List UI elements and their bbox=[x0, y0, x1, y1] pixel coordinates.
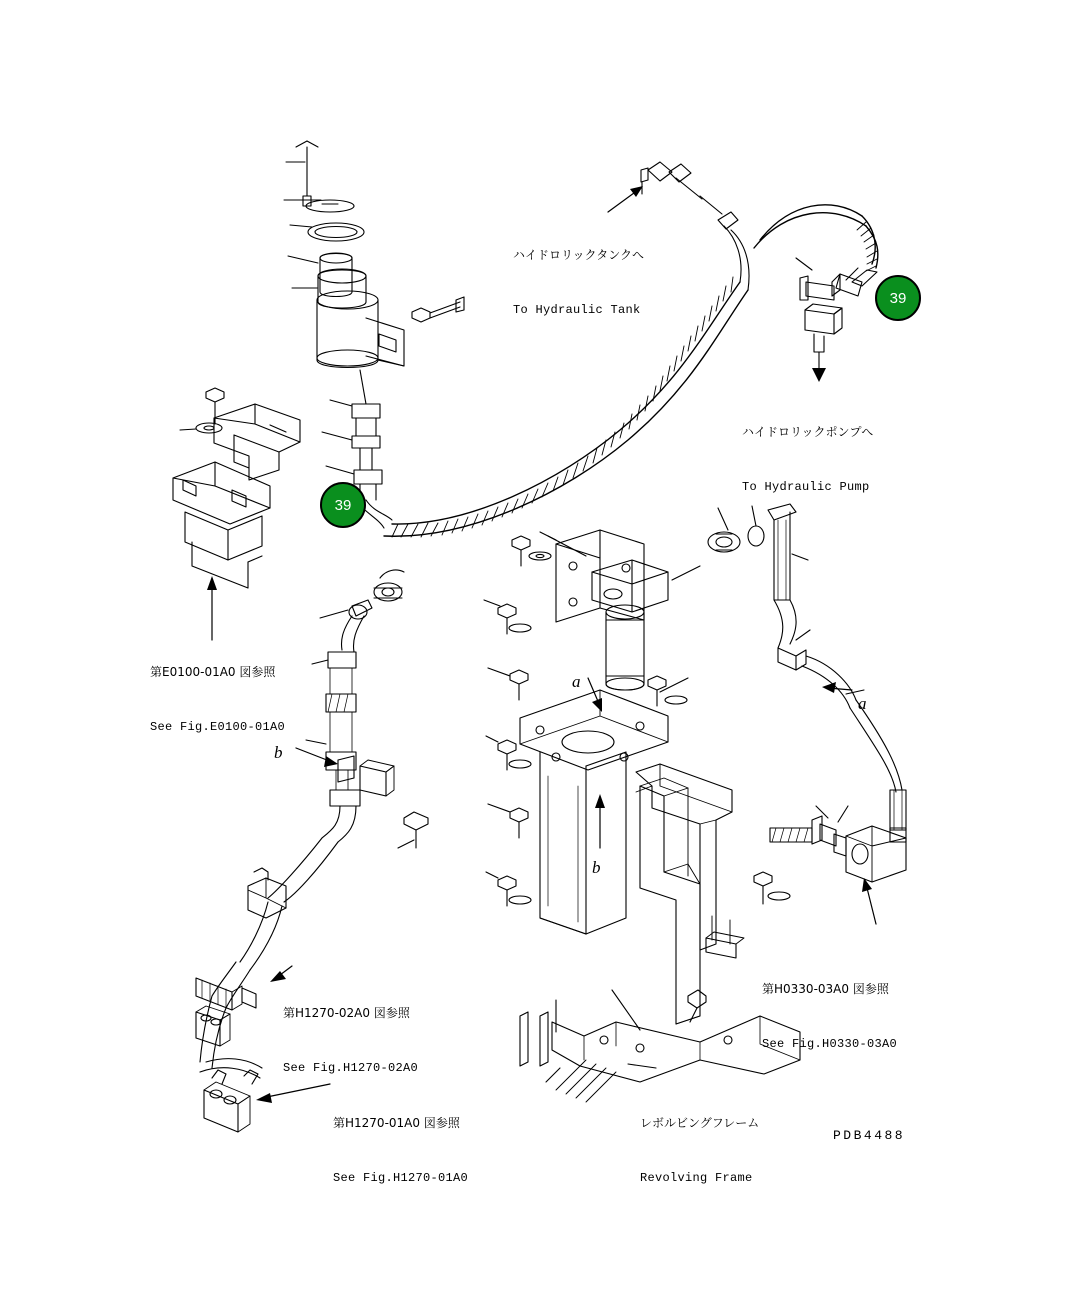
figure-code: PDB4488 bbox=[833, 1128, 906, 1143]
callout-number: 39 bbox=[889, 289, 907, 307]
label-jp: レボルビングフレーム bbox=[640, 1116, 760, 1130]
callout-number: 39 bbox=[334, 496, 352, 514]
callout-39-lower[interactable] bbox=[320, 482, 366, 528]
callout-39-upper[interactable] bbox=[875, 275, 921, 321]
label-en: See Fig.H1270-02A0 bbox=[283, 1061, 419, 1075]
marker-a-left: a bbox=[572, 672, 581, 691]
marker-b-left: b bbox=[274, 743, 283, 762]
label-en: See Fig.H0330-03A0 bbox=[762, 1037, 898, 1051]
marker-b-center: b bbox=[592, 858, 601, 877]
label-en: To Hydraulic Pump bbox=[742, 480, 870, 494]
label-en: See Fig.H1270-01A0 bbox=[333, 1171, 469, 1185]
label-see-fig-h0330-03a0 bbox=[762, 942, 897, 1092]
marker-a-right: a bbox=[858, 694, 867, 713]
label-jp: 第H1270-01A0 図参照 bbox=[333, 1116, 460, 1130]
label-to-hydraulic-pump bbox=[742, 385, 873, 535]
label-en: To Hydraulic Tank bbox=[513, 303, 641, 317]
label-jp: 第H1270-02A0 図参照 bbox=[283, 1006, 410, 1020]
label-en: Revolving Frame bbox=[640, 1171, 753, 1185]
label-jp: ハイドロリックポンプへ bbox=[742, 425, 874, 439]
label-jp: 第E0100-01A0 図参照 bbox=[150, 665, 276, 679]
label-en: See Fig.E0100-01A0 bbox=[150, 720, 286, 734]
label-to-hydraulic-tank bbox=[513, 208, 644, 358]
label-see-fig-e0100-01a0 bbox=[150, 625, 285, 775]
label-jp: ハイドロリックタンクへ bbox=[513, 248, 645, 262]
label-revolving-frame bbox=[640, 1076, 759, 1226]
label-jp: 第H0330-03A0 図参照 bbox=[762, 982, 889, 996]
label-see-fig-h1270-01a0 bbox=[333, 1076, 468, 1226]
